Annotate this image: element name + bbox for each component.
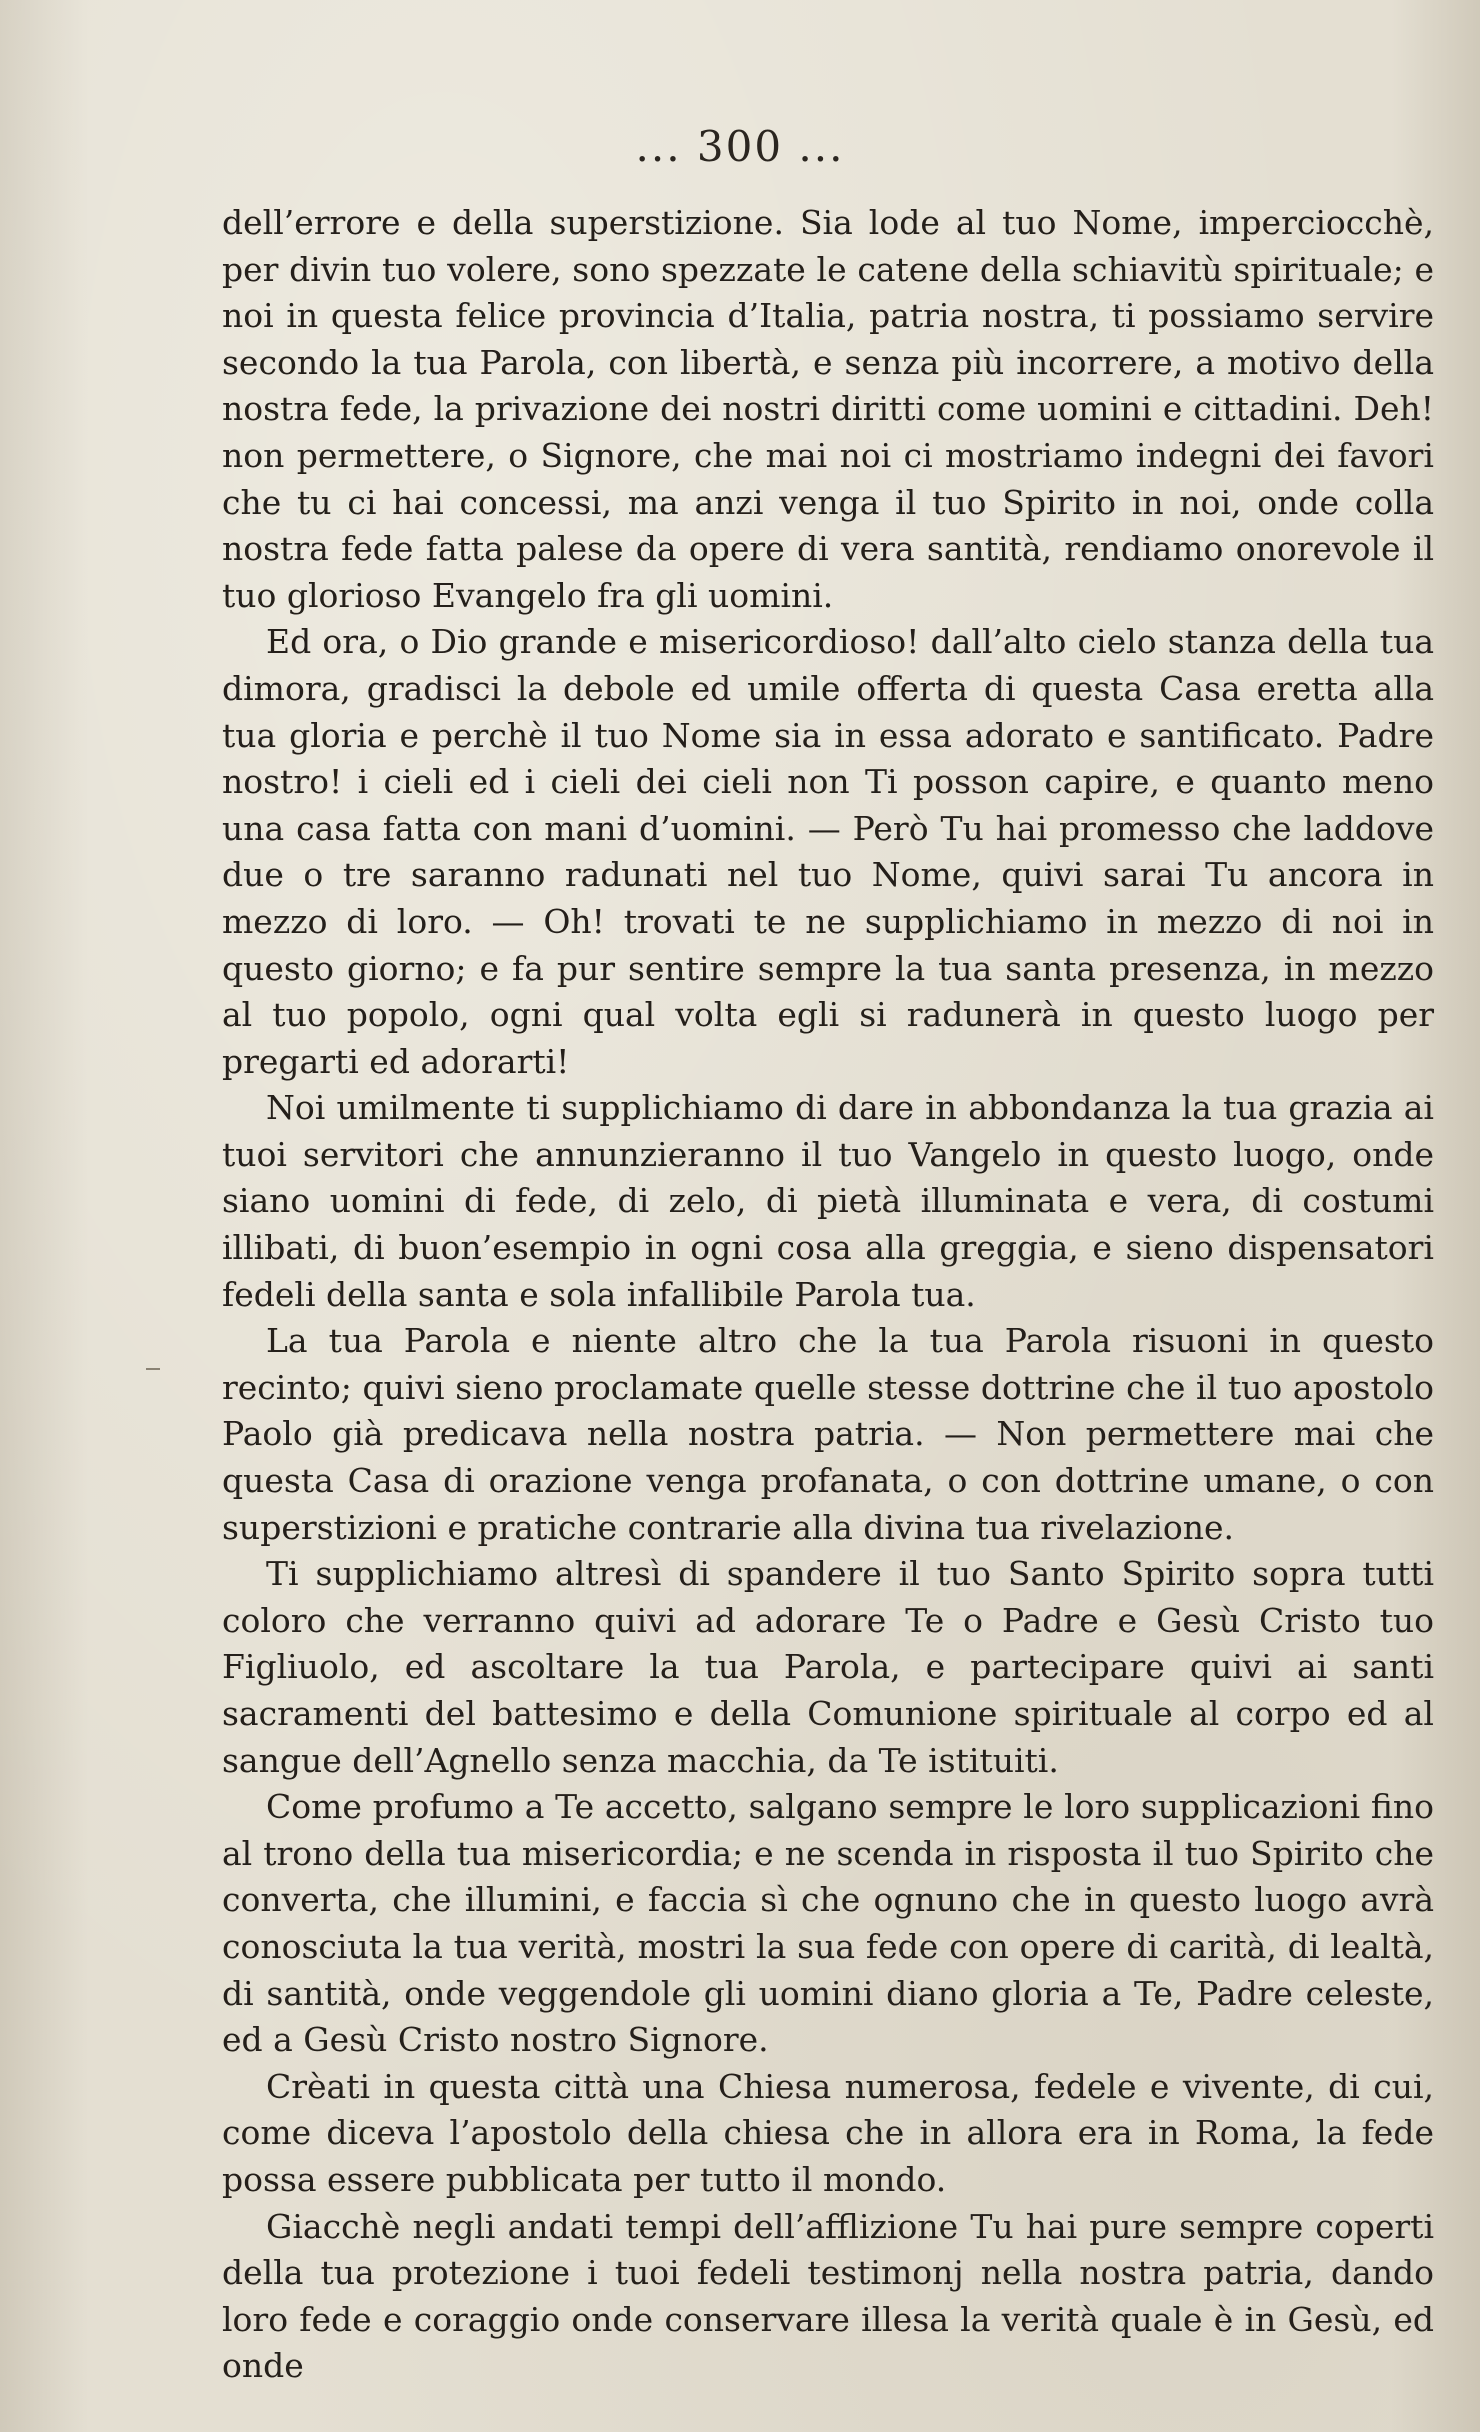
paragraph: Crèati in questa città una Chiesa numerosa, fedele e vivente, di cui, come diceva l’apostolo della chiesa che in allora era in Roma, la fede possa essere pubblicata per tutto il mondo. <box>222 2066 1434 2199</box>
paragraph: Come profumo a Te accetto, salgano sempre le loro supplicazioni fino al trono della tua misericordia; e ne scenda in risposta il tuo Spirito che converta, che illumini, e faccia sì che ognuno che in questo luogo avrà conosciuta la tua verità, mostri la sua fede con opere di carità, di lealtà, di santità, onde veggendole gli uomini diano gloria a Te, Padre celeste, ed a Gesù Cristo nostro Signore. <box>222 1787 1434 2060</box>
page-number: ... 300 ... <box>635 122 845 171</box>
paragraph: Ed ora, o Dio grande e misericordioso! dall’alto cielo stanza della tua dimora, gradisci la debole ed umile offerta di questa Casa eretta alla tua gloria e perchè il tuo Nome sia in essa adorato e santificato. Padre nostro! i cieli ed i cieli dei cieli non Ti posson capire, e quanto meno una casa fatta con mani d’uomini. — Però Tu hai promesso che laddove due o tre saranno radunati nel tuo Nome, quivi sarai Tu ancora in mezzo di loro. — Oh! trovati te ne supplichiamo in mezzo di noi in questo giorno; e fa pur sentire sempre la tua santa presenza, in mezzo al tuo popolo, ogni qual volta egli si radunerà in questo luogo per pregarti ed adorarti! <box>222 622 1434 1081</box>
body-text <box>222 200 1434 2390</box>
paragraph: dell’errore e della superstizione. Sia lode al tuo Nome, imperciocchè, per divin tuo volere, sono spezzate le catene della schiavitù spirituale; e noi in questa felice provincia d’Italia, patria nostra, ti possiamo servire secondo la tua Parola, con libertà, e senza più incorrere, a motivo della nostra fede, la privazione dei nostri diritti come uomini e cittadini. Deh! non permettere, o Signore, che mai noi ci mostriamo indegni dei favori che tu ci hai concessi, ma anzi venga il tuo Spirito in noi, onde colla nostra fede fatta palese da opere di vera santità, rendiamo onorevole il tuo glorioso Evangelo fra gli uomini. <box>222 203 1434 615</box>
paragraph: La tua Parola e niente altro che la tua Parola risuoni in questo recinto; quivi sieno proclamate quelle stesse dottrine che il tuo apostolo Paolo già predicava nella nostra patria. — Non permettere mai che questa Casa di orazione venga profanata, o con dottrine umane, o con superstizioni e pratiche contrarie alla divina tua rivelazione. <box>222 1321 1434 1547</box>
paragraph: Noi umilmente ti supplichiamo di dare in abbondanza la tua grazia ai tuoi servitori che annunzieranno il tuo Vangelo in questo luogo, onde siano uomini di fede, di zelo, di pietà illuminata e vera, di costumi illibati, di buon’esempio in ogni cosa alla greggia, e sieno dispensatori fedeli della santa e sola infallibile Parola tua. <box>222 1088 1434 1314</box>
paragraph: Giacchè negli andati tempi dell’afflizione Tu hai pure sempre coperti della tua protezione i tuoi fedeli testimonj nella nostra patria, dando loro fede e coraggio onde conservare illesa la verità quale è in Gesù, ed onde <box>222 2206 1434 2386</box>
margin-mark <box>146 1368 160 1370</box>
paragraph: Ti supplichiamo altresì di spandere il tuo Santo Spirito sopra tutti coloro che verranno quivi ad adorare Te o Padre e Gesù Cristo tuo Figliuolo, ed ascoltare la tua Parola, e partecipare quivi ai santi sacramenti del battesimo e della Comunione spirituale al corpo ed al sangue dell’Agnello senza macchia, da Te istituiti. <box>222 1554 1434 1780</box>
